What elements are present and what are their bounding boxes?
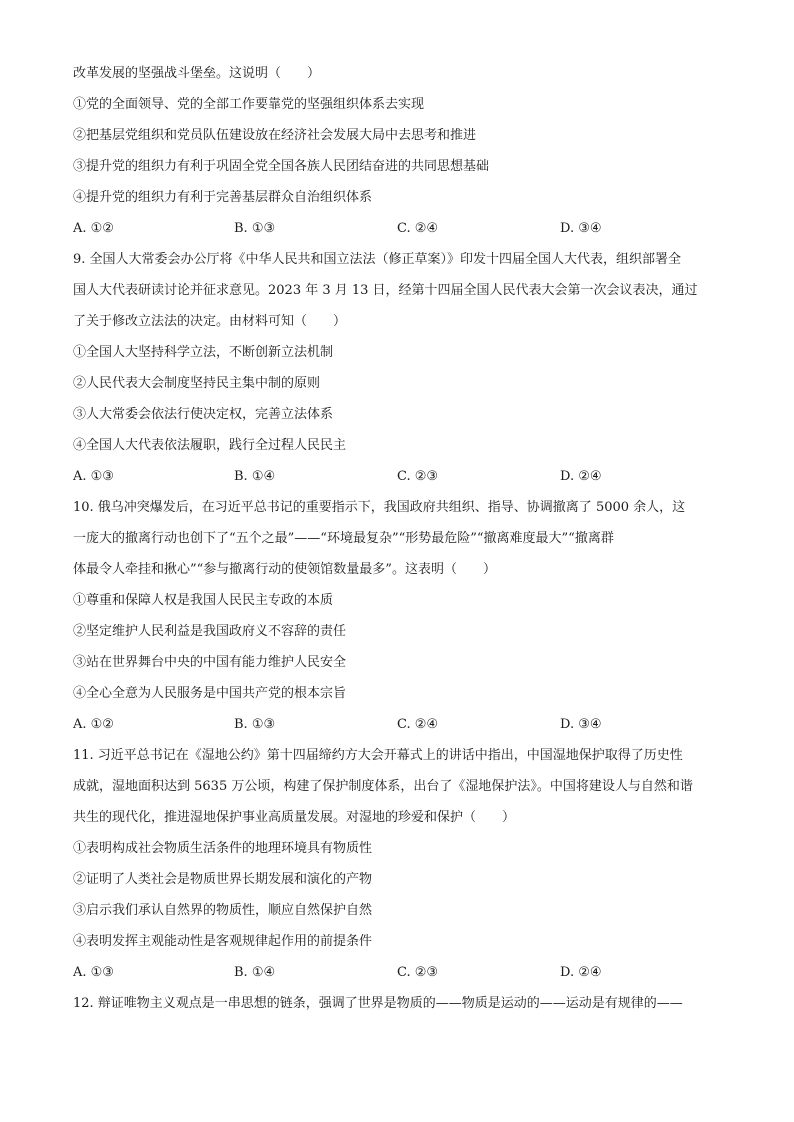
option-3: ③启示我们承认自然界的物质性，顺应自然保护自然	[73, 903, 373, 918]
exam-page	[73, 58, 723, 1019]
question-stem-line: 成就，湿地面积达到 5635 万公顷，构建了保护制度体系，出台了《湿地保护法》。中国将建设人与自然和谐	[73, 779, 693, 794]
option-2: ②坚定维护人民利益是我国政府义不容辞的责任	[73, 624, 347, 639]
choice-b: B. ①④	[234, 965, 276, 980]
option-1: ①全国人大坚持科学立法，不断创新立法机制	[73, 345, 334, 360]
choice-d: D. ③④	[560, 221, 602, 236]
option-2: ②证明了人类社会是物质世界长期发展和演化的产物	[73, 872, 373, 887]
question-stem-line: 了关于修改立法法的决定。由材料可知（ ）	[73, 314, 347, 329]
choice-b: B. ①③	[234, 717, 276, 732]
option-1: ①党的全面领导、党的全部工作要靠党的坚强组织体系去实现	[73, 97, 425, 112]
question-stem-line: 共生的现代化，推进湿地保护事业高质量发展。对湿地的珍爱和保护（ ）	[73, 810, 516, 825]
answer-choices	[73, 957, 723, 988]
question-stem-line: 11. 习近平总书记在《湿地公约》第十四届缔约方大会开幕式上的讲话中指出，中国湿地保护取得了历史性	[73, 748, 683, 763]
question-stem-line: 体最令人牵挂和揪心”“参与撤离行动的使领馆数量最多”。这表明（ ）	[73, 562, 496, 577]
option-3: ③人大常委会依法行使决定权，完善立法体系	[73, 407, 334, 422]
question-stem-line: 国人大代表研读讨论并征求意见。2023 年 3 月 13 日，经第十四届全国人民代表大会第一次会议表决，通过	[73, 283, 698, 298]
option-4: ④全心全意为人民服务是中国共产党的根本宗旨	[73, 686, 347, 701]
option-2: ②把基层党组织和党员队伍建设放在经济社会发展大局中去思考和推进	[73, 128, 477, 143]
choice-d: D. ②④	[560, 469, 602, 484]
question-9	[73, 244, 723, 492]
option-4: ④提升党的组织力有利于完善基层群众自治组织体系	[73, 190, 373, 205]
choice-b: B. ①④	[234, 469, 276, 484]
option-1: ①表明构成社会物质生活条件的地理环境具有物质性	[73, 841, 373, 856]
question-stem-line: 一庞大的撤离行动也创下了“五个之最”——“环境最复杂”“形势最危险”“撤离难度最大”“撤离群	[73, 531, 614, 546]
question-11	[73, 740, 723, 988]
option-3: ③提升党的组织力有利于巩固全党全国各族人民团结奋进的共同思想基础	[73, 159, 490, 174]
question-stem-line: 9. 全国人大常委会办公厅将《中华人民共和国立法法（修正草案）》印发十四届全国人大代表，组织部署全	[73, 252, 682, 267]
choice-b: B. ①③	[234, 221, 276, 236]
choice-a: A. ①③	[73, 469, 114, 484]
option-3: ③站在世界舞台中央的中国有能力维护人民安全	[73, 655, 347, 670]
question-8	[73, 58, 723, 244]
choice-c: C. ②④	[397, 221, 439, 236]
question-12	[73, 988, 723, 1019]
choice-a: A. ①②	[73, 221, 114, 236]
choice-a: A. ①②	[73, 717, 114, 732]
choice-c: C. ②④	[397, 717, 439, 732]
question-10	[73, 492, 723, 740]
answer-choices	[73, 213, 723, 244]
choice-c: C. ②③	[397, 965, 439, 980]
question-stem-line: 10. 俄乌冲突爆发后，在习近平总书记的重要指示下，我国政府共组织、指导、协调撤离了 5000 余人，这	[73, 500, 686, 515]
option-4: ④全国人大代表依法履职，践行全过程人民民主	[73, 438, 347, 453]
question-stem-line: 12. 辩证唯物主义观点是一串思想的链条，强调了世界是物质的——物质是运动的——运动是有规律的——	[73, 996, 683, 1011]
option-2: ②人民代表大会制度坚持民主集中制的原则	[73, 376, 321, 391]
answer-choices	[73, 709, 723, 740]
option-1: ①尊重和保障人权是我国人民民主专政的本质	[73, 593, 334, 608]
answer-choices	[73, 461, 723, 492]
choice-c: C. ②③	[397, 469, 439, 484]
choice-d: D. ③④	[560, 717, 602, 732]
question-stem: 改革发展的坚强战斗堡垒。这说明（ ）	[73, 66, 321, 81]
option-4: ④表明发挥主观能动性是客观规律起作用的前提条件	[73, 934, 373, 949]
choice-d: D. ②④	[560, 965, 602, 980]
choice-a: A. ①③	[73, 965, 114, 980]
